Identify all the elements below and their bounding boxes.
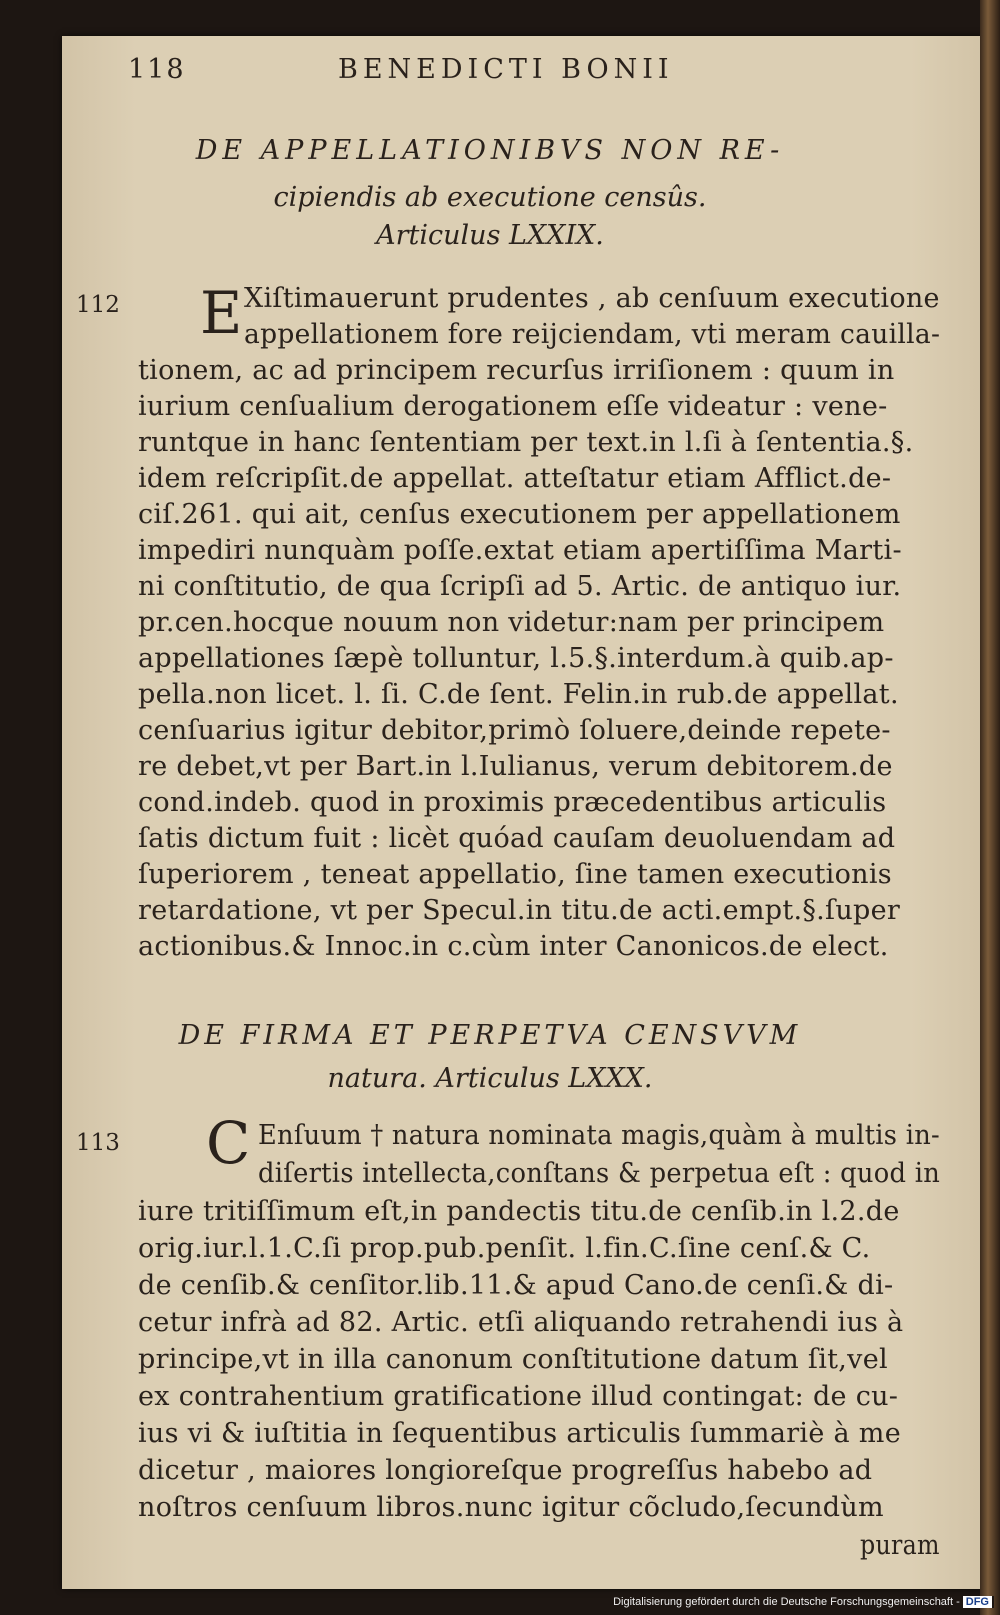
running-title: BENEDICTI BONII	[338, 54, 674, 85]
text-line: orig.iur.l.1.C.ſi prop.pub.penſit. l.fin.C.ſine cenſ.& C.	[138, 1233, 871, 1264]
text-line: re debet,vt per Bart.in l.Iulianus, verum debitorem.de	[138, 751, 893, 782]
section-title-line: cipiendis ab executione censûs.	[273, 182, 707, 213]
drop-capital: C	[206, 1109, 251, 1177]
text-line: appellationem fore reijciendam, vti meram cauilla-	[244, 319, 941, 350]
section-title-line: DE APPELLATIONIBVS NON RE-	[195, 135, 785, 166]
text-line: appellationes ſæpè tolluntur, l.5.§.interdum.à quib.ap-	[138, 643, 894, 674]
text-line: cetur infrà ad 82. Artic. etſi aliquando retrahendi ius à	[138, 1307, 904, 1338]
text-line: cond.indeb. quod in proximis præcedentibus articulis	[138, 787, 887, 818]
text-line: retardatione, vt per Specul.in titu.de acti.empt.§.ſuper	[138, 895, 901, 926]
footer-text: Digitalisierung gefördert durch die Deutsche Forschungsgemeinschaft -	[613, 1596, 960, 1608]
text-line: iurium cenſualium derogationem eſſe videatur : vene-	[138, 391, 888, 422]
text-line: cenſuarius igitur debitor,primò ſoluere,deinde repete-	[138, 715, 891, 746]
book-spine-edge	[980, 0, 1000, 1615]
text-line: tionem, ac ad principem recurſus irriſionem : quum in	[138, 355, 895, 386]
text-line: ſuperiorem , teneat appellatio, ſine tamen executionis	[138, 859, 892, 890]
page-number: 118	[128, 54, 186, 85]
text-line: dicetur , maiores longioreſque progreſſus habebo ad	[138, 1455, 873, 1486]
text-line: idem reſcripſit.de appellat. atteſtatur etiam Afflict.de-	[138, 463, 892, 494]
text-line: iure tritiſſimum eſt,in pandectis titu.de cenſib.in l.2.de	[138, 1196, 900, 1227]
text-line: ius vi & iuſtitia in ſequentibus articulis ſummariè à me	[138, 1418, 901, 1449]
margin-number: 112	[76, 292, 120, 318]
catchword: puram	[860, 1530, 940, 1561]
text-line: runtque in hanc ſententiam per text.in l.ſi à ſententia.§.	[138, 427, 914, 458]
text-line: pella.non licet. l. ſi. C.de ſent. Felin.in rub.de appellat.	[138, 679, 899, 710]
text-line: diſertis intellecta,conſtans & perpetua eſt : quod in	[258, 1158, 941, 1189]
margin-number: 113	[76, 1130, 120, 1156]
text-line: impediri nunquàm poſſe.extat etiam apertiſſima Marti-	[138, 535, 902, 566]
text-line: de cenſib.& cenſitor.lib.11.& apud Cano.de cenſi.& di-	[138, 1270, 894, 1301]
dfg-logo: DFG	[963, 1596, 992, 1608]
section-title-line: DE FIRMA ET PERPETVA CENSVVM	[178, 1020, 802, 1051]
drop-capital: E	[200, 279, 243, 347]
section-title-line: Articulus LXXIX.	[376, 220, 604, 251]
text-line: Xiſtimauerunt prudentes , ab cenſuum executione	[244, 283, 940, 314]
text-line: ſatis dictum fuit : licèt quóad cauſam deuoluendam ad	[138, 823, 896, 854]
text-line: ciſ.261. qui ait, cenſus executionem per appellationem	[138, 499, 901, 530]
text-line: pr.cen.hocque nouum non videtur:nam per principem	[138, 607, 885, 638]
text-line: ex contrahentium gratificatione illud contingat: de cu-	[138, 1381, 899, 1412]
digitization-footer	[611, 1596, 994, 1608]
text-line: principe,vt in illa canonum conſtitutione datum ſit,vel	[138, 1344, 888, 1375]
text-line: noſtros cenſuum libros.nunc igitur cõcludo,ſecundùm	[138, 1492, 884, 1523]
text-line: ni conſtitutio, de qua ſcripſi ad 5. Artic. de antiquo iur.	[138, 571, 902, 602]
text-line: actionibus.& Innoc.in c.cùm inter Canonicos.de elect.	[138, 931, 889, 962]
section-title-line: natura. Articulus LXXX.	[327, 1063, 653, 1094]
text-line: Enſuum † natura nominata magis,quàm à multis in-	[258, 1120, 941, 1151]
